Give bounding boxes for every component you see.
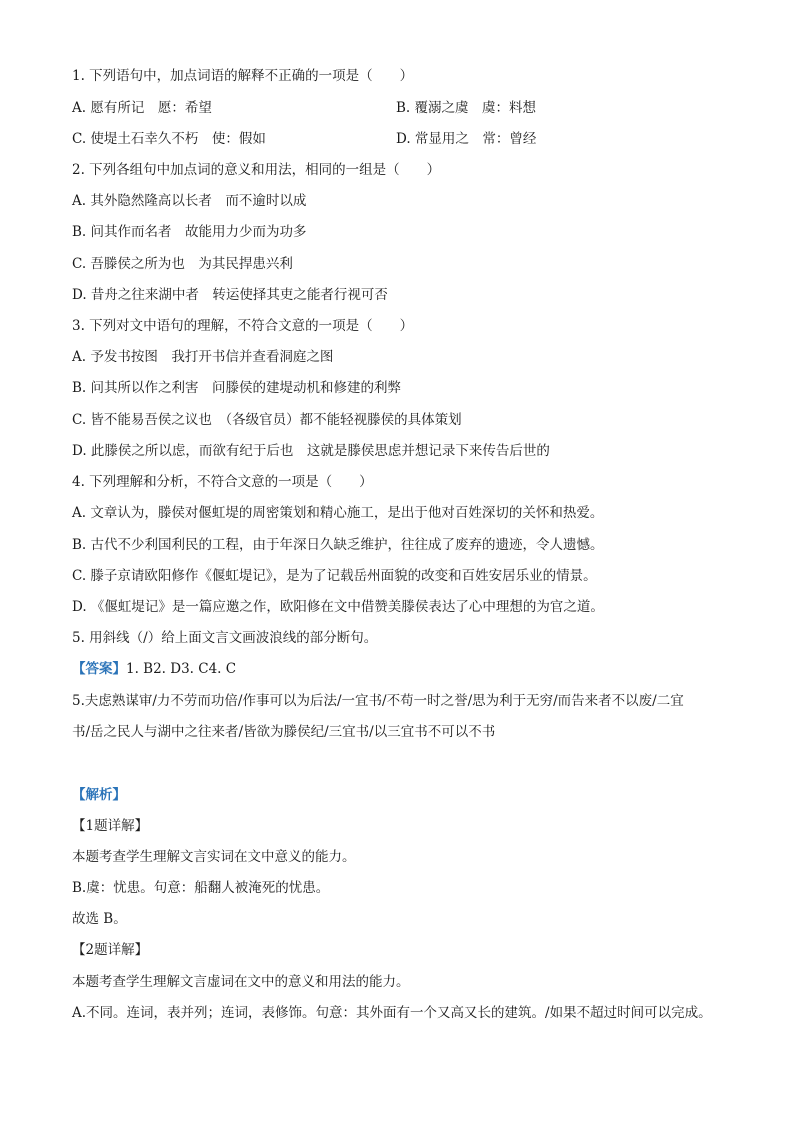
question-1-stem: 1. 下列语句中，加点词语的解释不正确的一项是（ ）: [72, 68, 414, 84]
question-1-option-a: A. 愿有所记 愿：希望: [72, 100, 212, 116]
question-2-stem: 2. 下列各组句中加点词的意义和用法，相同的一组是（ ）: [72, 162, 441, 178]
question-2-option-d: D. 昔舟之往来湖中者 转运使择其吏之能者行视可否: [72, 287, 388, 303]
analysis-tag: 【解析】: [72, 787, 126, 803]
question-4-stem: 4. 下列理解和分析，不符合文意的一项是（ ）: [72, 474, 373, 490]
question-1-options-row1: [72, 98, 712, 118]
question-3-option-a: A. 予发书按图 我打开书信并查看洞庭之图: [72, 349, 334, 365]
question-3-option-c: C. 皆不能易吾侯之议也 （各级官员）都不能轻视滕侯的具体策划: [72, 412, 462, 428]
detail-1-body: B.虞：忧患。句意：船翻人被淹死的忧患。: [72, 880, 330, 896]
question-1-option-d: D. 常显用之 常：曾经: [396, 131, 537, 147]
question-4-option-c: C. 滕子京请欧阳修作《偃虹堤记》，是为了记载岳州面貌的改变和百姓安居乐业的情景。: [72, 568, 597, 584]
answer-choices: 1. B2. D3. C4. C: [126, 661, 237, 677]
question-4-option-a: A. 文章认为，滕侯对偃虹堤的周密策划和精心施工，是出于他对百姓深切的关怀和热爱。: [72, 505, 604, 521]
question-4-option-d: D. 《偃虹堤记》是一篇应邀之作，欧阳修在文中借赞美滕侯表达了心中理想的为官之道。: [72, 599, 604, 615]
question-4-option-b: B. 古代不少利国利民的工程，由于年深日久缺乏维护，往往成了废弃的遗迹，令人遗憾。: [72, 537, 604, 553]
detail-2-heading: 【2题详解】: [72, 942, 149, 958]
question-3-option-d: D. 此滕侯之所以虑，而欲有纪于后也 这就是滕侯思虑并想记录下来传告后世的: [72, 443, 550, 459]
question-3-option-b: B. 问其所以作之利害 问滕侯的建堤动机和修建的利弊: [72, 380, 402, 396]
question-1-options-row2: [72, 129, 712, 149]
detail-2-body: A.不同。连词，表并列；连词，表修饰。句意：其外面有一个又高又长的建筑。/如果不超过时间可以完成。: [72, 1005, 712, 1021]
answer-q5-line1: 5.夫虑熟谋审/力不劳而功倍/作事可以为后法/一宜书/不苟一时之誉/思为利于无穷/而告来者不以废/二宜: [72, 693, 684, 709]
detail-1-intro: 本题考查学生理解文言实词在文中意义的能力。: [72, 849, 356, 865]
question-1-option-c: C. 使堤土石幸久不朽 使：假如: [72, 131, 266, 147]
question-2-option-a: A. 其外隐然隆高以长者 而不逾时以成: [72, 193, 307, 209]
answer-q5-line2: 书/岳之民人与湖中之往来者/皆欲为滕侯纪/三宜书/以三宜书不可以不书: [72, 724, 496, 740]
detail-2-intro: 本题考查学生理解文言虚词在文中的意义和用法的能力。: [72, 974, 410, 990]
detail-1-conclusion: 故选 B。: [72, 911, 127, 927]
question-2-option-b: B. 问其作而名者 故能用力少而为功多: [72, 224, 307, 240]
detail-1-heading: 【1题详解】: [72, 818, 149, 834]
question-5-stem: 5. 用斜线（/）给上面文言文画波浪线的部分断句。: [72, 630, 378, 646]
answer-block: [72, 659, 236, 679]
question-1-option-b: B. 覆溺之虞 虞：料想: [396, 100, 537, 116]
answer-tag: 【答案】: [72, 661, 126, 677]
question-3-stem: 3. 下列对文中语句的理解，不符合文意的一项是（ ）: [72, 318, 414, 334]
question-2-option-c: C. 吾滕侯之所为也 为其民捍患兴利: [72, 256, 293, 272]
